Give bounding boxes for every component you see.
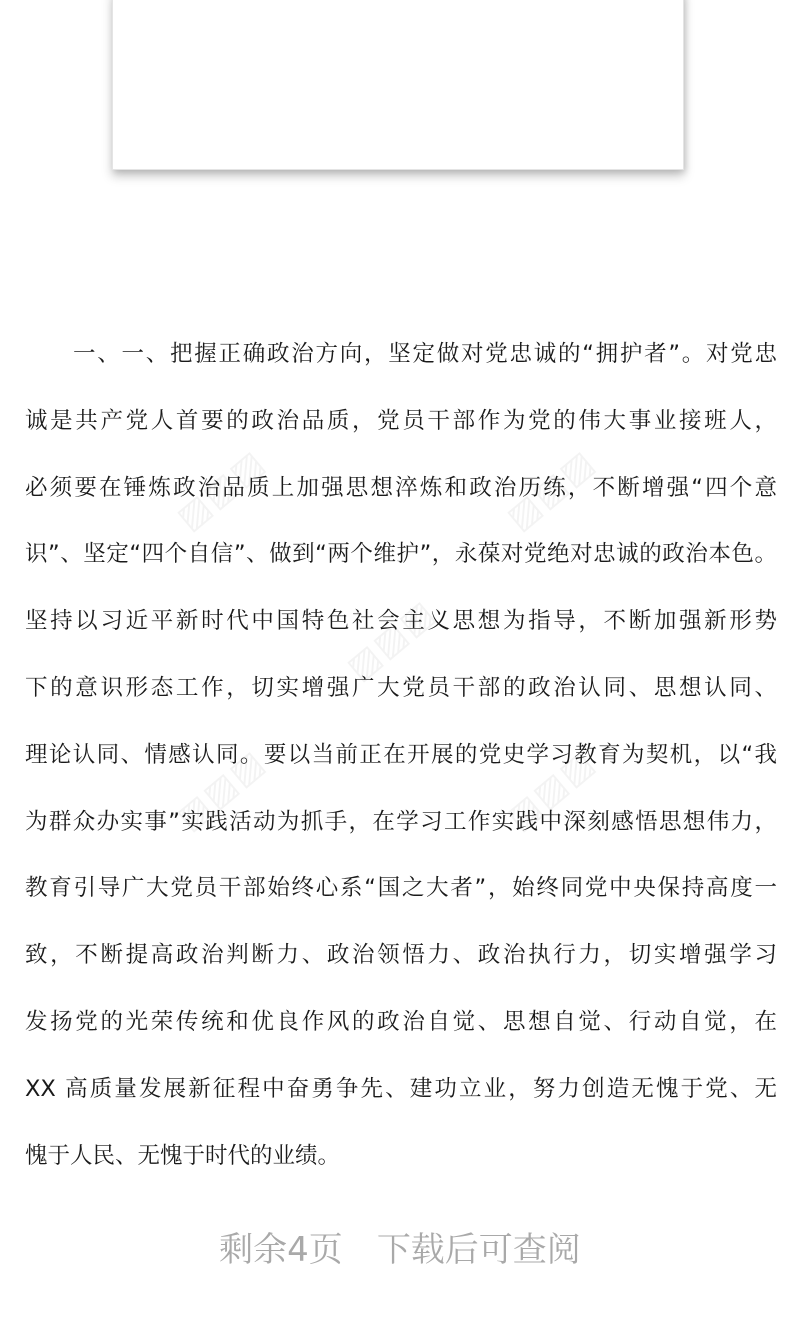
preview-page-thumbnail xyxy=(112,0,684,170)
paragraph-line: 致，不断提高政治判断力、政治领悟力、政治执行力，切实增强学习 xyxy=(25,942,777,969)
paragraph-line: XX 高质量发展新征程中奋勇争先、建功立业，努力创造无愧于党、无 xyxy=(25,1075,777,1102)
watermark: ▨▨▨ xyxy=(169,741,274,839)
paragraph-line: 发扬党的光荣传统和优良作风的政治自觉、思想自觉、行动自觉，在 xyxy=(25,1008,777,1035)
paragraph-line: 一、一、把握正确政治方向，坚定做对党忠诚的“拥护者”。对党忠 xyxy=(73,341,777,367)
watermark: ▨▨▨ xyxy=(339,591,444,689)
watermark: ▨▨▨ xyxy=(499,741,604,839)
paragraph-line: 坚持以习近平新时代中国特色社会主义思想为指导，不断加强新形势 xyxy=(25,608,777,635)
paragraph-line: 诚是共产党人首要的政治品质，党员干部作为党的伟大事业接班人， xyxy=(25,407,777,434)
download-to-read-banner[interactable] xyxy=(0,1222,800,1271)
document-body xyxy=(25,321,777,1189)
paragraph-line: 识”、坚定“四个自信”、做到“两个维护”，永葆对党绝对忠诚的政治本色。 xyxy=(25,541,777,568)
paragraph-line: 下的意识形态工作，切实增强广大党员干部的政治认同、思想认同、 xyxy=(25,674,777,701)
watermark: ▨▨▨ xyxy=(169,441,274,539)
paragraph-line: 教育引导广大党员干部始终心系“国之大者”，始终同党中央保持高度一 xyxy=(25,875,777,902)
download-prompt-text: 下载后可查阅 xyxy=(376,1230,581,1270)
remaining-pages-text: 剩余4页 xyxy=(219,1230,343,1270)
watermark: ▨▨▨ xyxy=(499,441,604,539)
paragraph-line: 必须要在锤炼政治品质上加强思想淬炼和政治历练，不断增强“四个意 xyxy=(25,474,777,501)
paragraph-line: 愧于人民、无愧于时代的业绩。 xyxy=(25,1142,341,1169)
paragraph-line: 理论认同、情感认同。要以当前正在开展的党史学习教育为契机，以“我 xyxy=(25,741,777,768)
paragraph-line: 为群众办实事”实践活动为抓手，在学习工作实践中深刻感悟思想伟力， xyxy=(25,808,777,835)
